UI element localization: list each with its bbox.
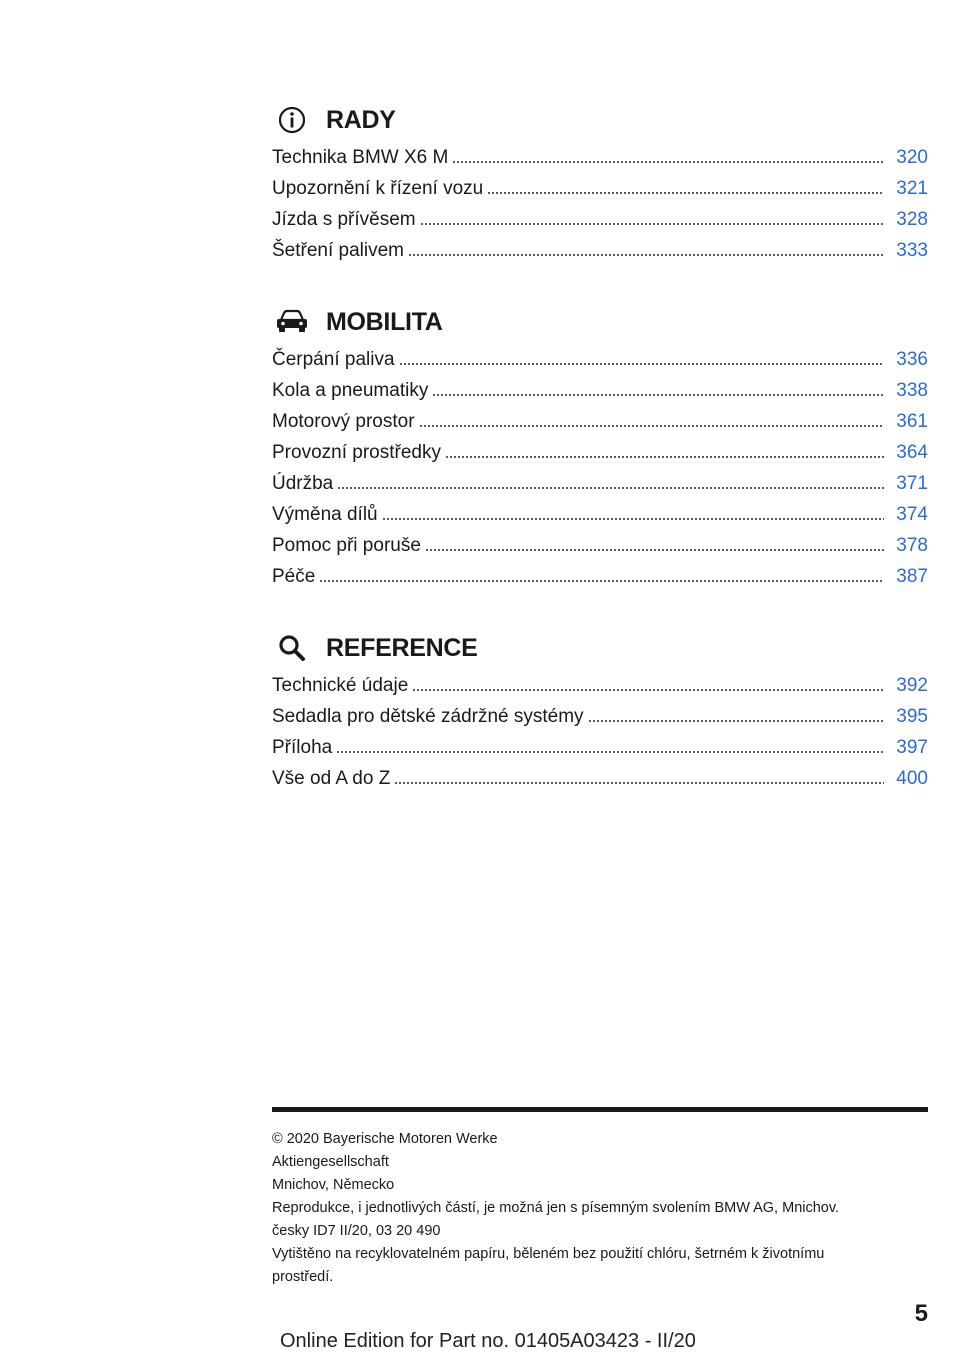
toc-page-link[interactable]: 392 <box>896 675 928 696</box>
toc-entry-label: Jízda s přívěsem <box>272 209 416 230</box>
toc-page-link[interactable]: 397 <box>896 737 928 758</box>
toc-entry-label: Výměna dílů <box>272 504 378 525</box>
toc-page-link[interactable]: 364 <box>896 442 928 463</box>
dot-leader <box>588 720 884 722</box>
dot-leader <box>408 254 884 256</box>
toc-entry[interactable] <box>272 375 928 406</box>
table-of-contents <box>272 100 928 830</box>
dot-leader <box>487 192 884 194</box>
section-header <box>272 302 928 342</box>
dot-leader <box>412 689 884 691</box>
toc-page-link[interactable]: 378 <box>896 535 928 556</box>
dot-leader <box>425 549 884 551</box>
footer-line: Mnichov, Německo <box>272 1177 395 1193</box>
toc-entry-label: Sedadla pro dětské zádržné systémy <box>272 706 584 727</box>
toc-entry[interactable] <box>272 701 928 732</box>
section-header <box>272 100 928 140</box>
dot-leader <box>382 518 884 520</box>
section-mobilita <box>272 302 928 592</box>
toc-entry-label: Údržba <box>272 473 334 494</box>
section-rady <box>272 100 928 266</box>
section-header <box>272 628 928 668</box>
dot-leader <box>394 782 884 784</box>
toc-entry[interactable] <box>272 142 928 173</box>
info-icon <box>272 104 312 136</box>
toc-entry-label: Pomoc při poruše <box>272 535 421 556</box>
section-title: MOBILITA <box>326 307 443 336</box>
dot-leader <box>432 394 884 396</box>
footer-line: Reprodukce, i jednotlivých částí, je možná jen s písemným svolením BMW AG, Mnichov. <box>272 1200 840 1216</box>
toc-page-link[interactable]: 395 <box>896 706 928 727</box>
toc-entry[interactable] <box>272 173 928 204</box>
online-edition-watermark: Online Edition for Part no. 01405A03423 - II/20 <box>280 1330 696 1352</box>
toc-page-link[interactable]: 336 <box>896 349 928 370</box>
toc-entry[interactable] <box>272 204 928 235</box>
toc-entry-label: Čerpání paliva <box>272 349 395 370</box>
toc-entry[interactable] <box>272 561 928 592</box>
toc-entry[interactable] <box>272 499 928 530</box>
toc-page-link[interactable]: 400 <box>896 768 928 789</box>
section-title: RADY <box>326 105 396 134</box>
toc-entry[interactable] <box>272 670 928 701</box>
toc-page-link[interactable]: 333 <box>896 240 928 261</box>
toc-entry-label: Vše od A do Z <box>272 768 391 789</box>
toc-page-link[interactable]: 320 <box>896 147 928 168</box>
toc-entry[interactable] <box>272 406 928 437</box>
toc-entry-label: Šetření palivem <box>272 240 405 261</box>
toc-entry[interactable] <box>272 763 928 794</box>
section-reference <box>272 628 928 794</box>
toc-entry-label: Kola a pneumatiky <box>272 380 429 401</box>
toc-entry[interactable] <box>272 437 928 468</box>
footer-line: Vytištěno na recyklovatelném papíru, běleném bez použití chlóru, šetrném k životnímu <box>272 1246 825 1262</box>
dot-leader <box>319 580 884 582</box>
search-icon <box>272 632 312 664</box>
toc-entry-label: Technické údaje <box>272 675 409 696</box>
toc-entry-label: Upozornění k řízení vozu <box>272 178 484 199</box>
toc-page-link[interactable]: 361 <box>896 411 928 432</box>
page-number: 5 <box>914 1300 928 1327</box>
toc-entry-label: Provozní prostředky <box>272 442 441 463</box>
toc-page-link[interactable]: 371 <box>896 473 928 494</box>
footer-line: Aktiengesellschaft <box>272 1154 389 1170</box>
footer-line: prostředí. <box>272 1269 334 1285</box>
imprint-footer <box>272 1107 928 1289</box>
toc-entry-label: Motorový prostor <box>272 411 415 432</box>
section-title: REFERENCE <box>326 633 478 662</box>
toc-page-link[interactable]: 321 <box>896 178 928 199</box>
toc-entry[interactable] <box>272 344 928 375</box>
dot-leader <box>452 161 884 163</box>
dot-leader <box>336 751 884 753</box>
toc-entry-label: Technika BMW X6 M <box>272 147 449 168</box>
toc-entry[interactable] <box>272 530 928 561</box>
dot-leader <box>420 223 884 225</box>
toc-entry[interactable] <box>272 468 928 499</box>
toc-page-link[interactable]: 338 <box>896 380 928 401</box>
dot-leader <box>337 487 884 489</box>
toc-page-link[interactable]: 387 <box>896 566 928 587</box>
dot-leader <box>419 425 884 427</box>
toc-entry-label: Příloha <box>272 737 333 758</box>
toc-page-link[interactable]: 374 <box>896 504 928 525</box>
dot-leader <box>445 456 884 458</box>
footer-line: česky ID7 II/20, 03 20 490 <box>272 1223 441 1239</box>
footer-divider <box>272 1107 928 1112</box>
car-icon <box>272 306 312 338</box>
toc-entry[interactable] <box>272 732 928 763</box>
footer-line: © 2020 Bayerische Motoren Werke <box>272 1131 498 1147</box>
toc-entry-label: Péče <box>272 566 316 587</box>
toc-page-link[interactable]: 328 <box>896 209 928 230</box>
toc-entry[interactable] <box>272 235 928 266</box>
dot-leader <box>399 363 884 365</box>
